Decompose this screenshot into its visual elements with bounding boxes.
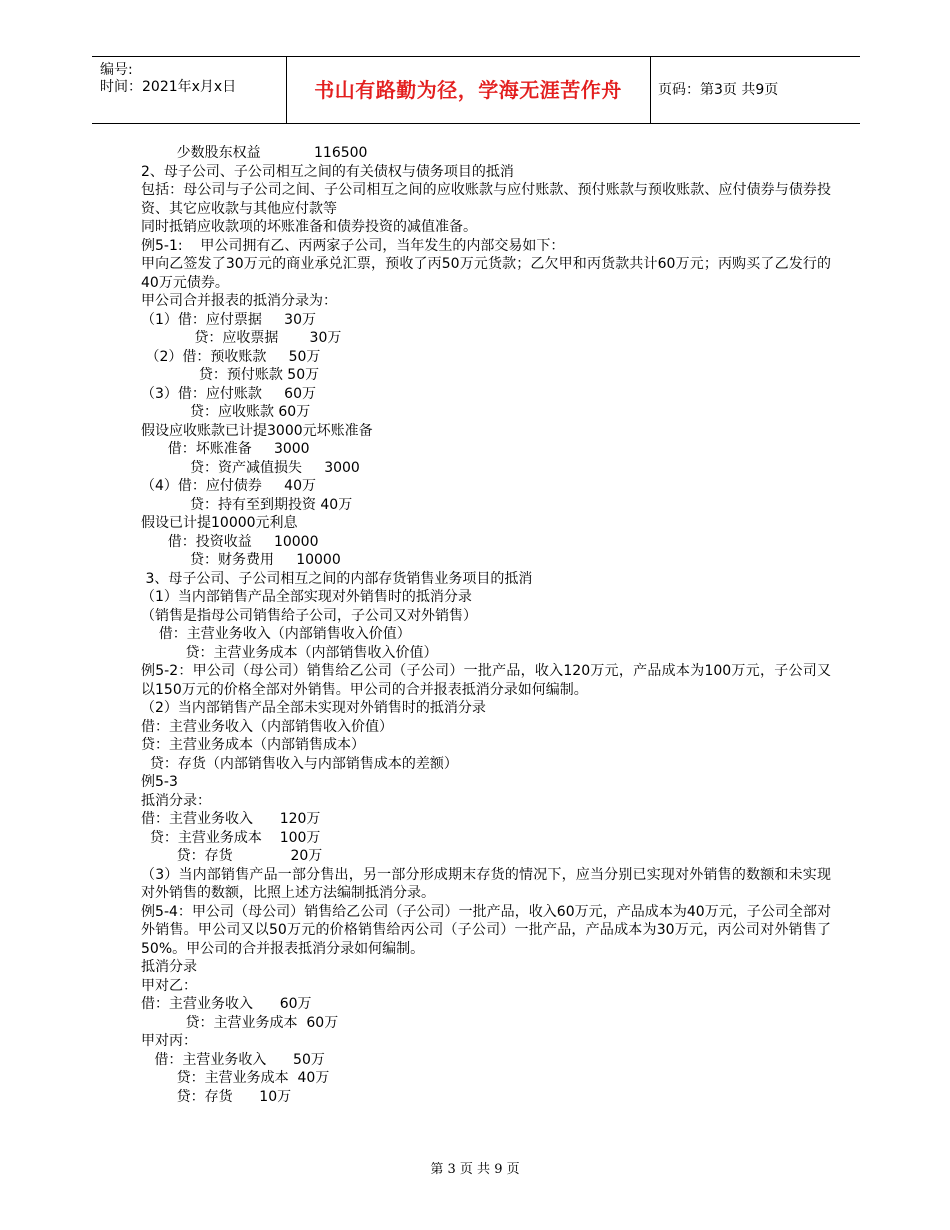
section-2-include: 包括：母公司与子公司之间、子公司相互之间的应收账款与应付账款、预付账款与预收账款、应付债券与债券投资、其它应收款与其他应付款等 [141, 182, 831, 217]
header-meta [100, 62, 236, 96]
section-3-2-credit-cost: 贷：主营业务成本（内部销售成本） [141, 737, 365, 753]
bad-debt-debit: 借：坏账准备 3000 [141, 441, 310, 457]
to-bing-label: 甲对丙： [141, 1033, 197, 1049]
document-body [141, 144, 831, 1106]
section-3-2-title: （2）当内部销售产品全部未实现对外销售时的抵消分录 [141, 700, 486, 716]
example-5-1-title: 例5-1: 甲公司拥有乙、丙两家子公司，当年发生的内部交易如下： [141, 237, 565, 254]
section-3-1-credit: 贷：主营业务成本（内部销售收入价值） [141, 644, 438, 661]
interest-debit: 借：投资收益 10000 [141, 533, 319, 550]
header-divider-right [650, 57, 651, 123]
section-3-1-note: （销售是指母公司销售给子公司，子公司又对外销售） [141, 607, 477, 624]
to-bing-debit: 借：主营业务收入 50万 [141, 1051, 325, 1068]
document-number-label: 编号: [100, 62, 133, 78]
header-page-info: 页码：第3页 共9页 [658, 82, 779, 98]
interest-assumption: 假设已计提10000元利息 [141, 515, 298, 531]
example-5-3-label: 抵消分录： [141, 792, 211, 809]
example-5-2: 例5-2：甲公司（母公司）销售给乙公司（子公司）一批产品，收入120万元，产品成本为100万元，子公司又以150万元的价格全部对外销售。甲公司的合并报表抵消分录如何编制。 [141, 663, 831, 698]
entry-3-debit: （3）借：应付账款 60万 [141, 385, 316, 402]
to-yi-credit: 贷：主营业务成本 60万 [141, 1014, 339, 1031]
section-3-2-credit-inventory: 贷：存货（内部销售收入与内部销售成本的差额） [141, 755, 458, 772]
entry-1-debit: （1）借：应付票据 30万 [141, 311, 316, 328]
header-divider-left [286, 57, 287, 123]
section-2-title: 2、母子公司、子公司相互之间的有关债权与债务项目的抵消 [141, 163, 514, 180]
to-bing-credit-inventory: 贷：存货 10万 [141, 1088, 292, 1105]
section-3-1-title: （1）当内部销售产品全部实现对外销售时的抵消分录 [141, 589, 472, 605]
page-footer: 第 3 页 共 9 页 [430, 1162, 520, 1177]
to-yi-debit: 借：主营业务收入 60万 [141, 996, 312, 1012]
entry-4-credit: 贷：持有至到期投资 40万 [141, 496, 353, 513]
example-5-3-credit-cost: 贷：主营业务成本 100万 [141, 829, 321, 846]
entry-2-credit: 贷：预付账款 50万 [141, 367, 320, 383]
example-5-1-description: 甲向乙签发了30万元的商业承兑汇票，预收了丙50万元货款；乙欠甲和丙货款共计60万元；丙购买了乙发行的40万元债券。 [141, 256, 831, 291]
bad-debt-credit: 贷：资产减值损失 3000 [141, 459, 360, 476]
example-5-3-credit-inventory: 贷：存货 20万 [141, 848, 323, 864]
header-motto: 书山有路勤为径，学海无涯苦作舟 [314, 78, 622, 102]
bad-debt-assumption: 假设应收账款已计提3000元坏账准备 [141, 422, 373, 439]
page-header [92, 56, 860, 124]
example-5-4-label: 抵消分录 [141, 959, 197, 975]
example-5-3-title: 例5-3 [141, 774, 178, 790]
to-yi-label: 甲对乙： [141, 977, 197, 994]
section-3-1-debit: 借：主营业务收入（内部销售收入价值） [141, 626, 411, 642]
section-3-3: （3）当内部销售产品一部分售出，另一部分形成期末存货的情况下，应当分别已实现对外销售的数额和未实现对外销售的数额，比照上述方法编制抵消分录。 [141, 866, 831, 901]
entry-1-credit: 贷：应收票据 30万 [141, 330, 342, 346]
to-bing-credit-cost: 贷：主营业务成本 40万 [141, 1070, 330, 1086]
section-3-title: 3、母子公司、子公司相互之间的内部存货销售业务项目的抵消 [141, 570, 533, 587]
example-5-4: 例5-4：甲公司（母公司）销售给乙公司（子公司）一批产品，收入60万元，产品成本为40万元，子公司全部对外销售。甲公司又以50万元的价格销售给丙公司（子公司）一批产品，产品成本为30万元，丙公司对外销售了50%。甲公司的合并报表抵消分录如何编制。 [141, 903, 831, 957]
example-5-3-debit: 借：主营业务收入 120万 [141, 811, 321, 827]
section-3-2-debit: 借：主营业务收入（内部销售收入价值） [141, 718, 393, 735]
entry-2-debit: （2）借：预收账款 50万 [141, 348, 321, 365]
document-time-label: 时间：2021年x月x日 [100, 79, 237, 95]
entry-3-credit: 贷：应收账款 60万 [141, 404, 311, 420]
section-2-also: 同时抵销应收款项的坏账准备和债券投资的减值准备。 [141, 219, 477, 235]
minority-interest-line: 少数股东权益 116500 [141, 145, 368, 161]
interest-credit: 贷：财务费用 10000 [141, 552, 341, 568]
example-5-1-entry-title: 甲公司合并报表的抵消分录为： [141, 293, 337, 309]
entry-4-debit: （4）借：应付债券 40万 [141, 478, 316, 494]
